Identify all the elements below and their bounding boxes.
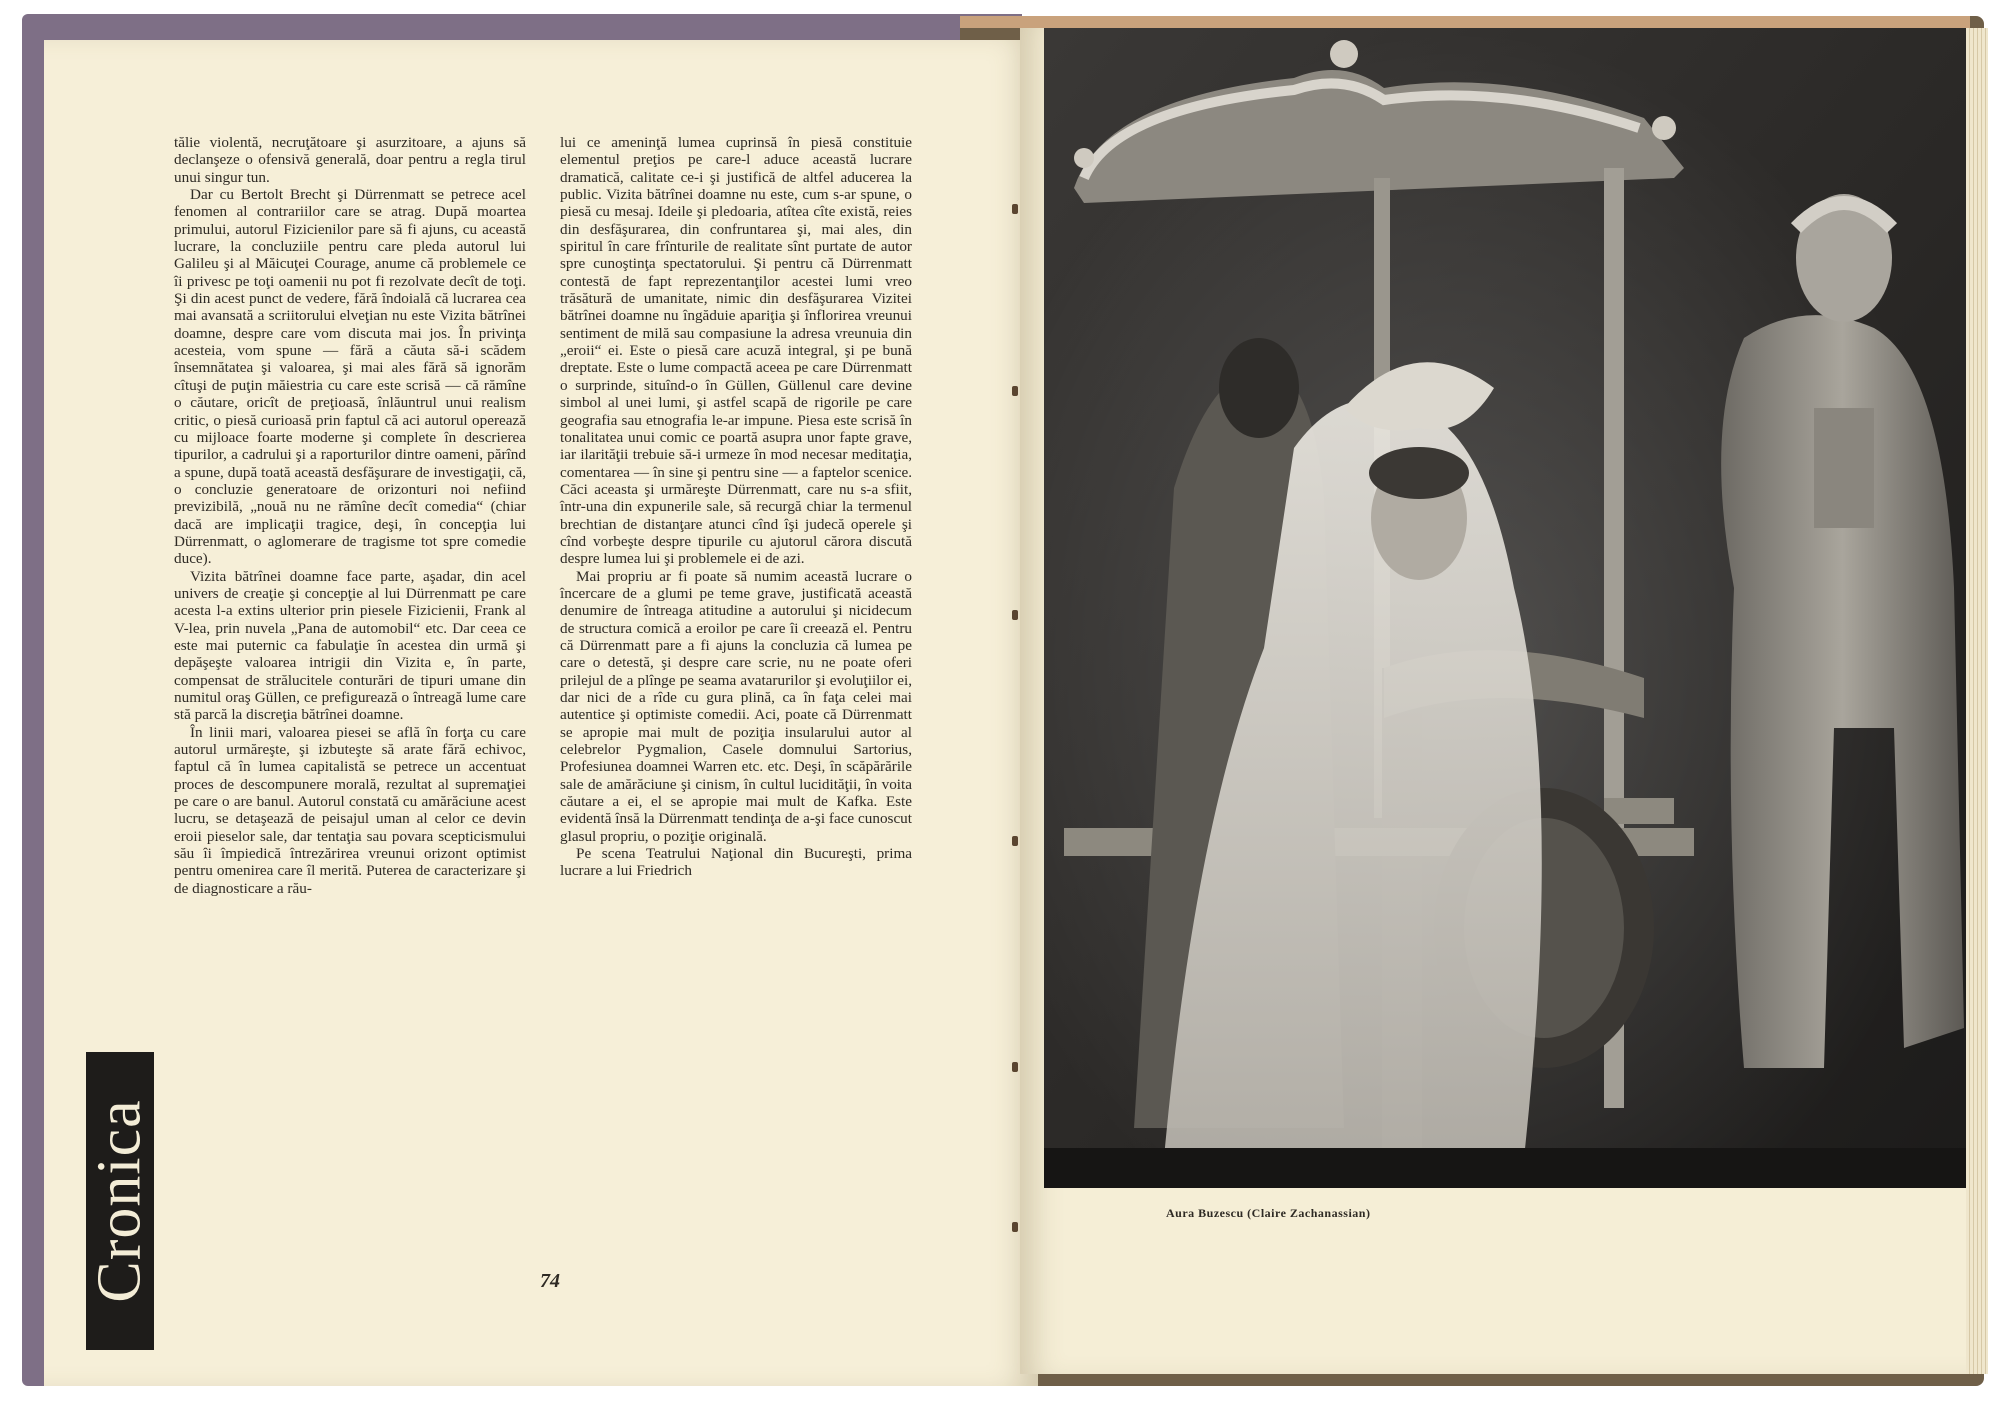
binding-stitch — [1012, 386, 1018, 396]
photo-illustration — [1044, 28, 1966, 1188]
paragraph: Vizita bătrînei doamne face parte, aşadar, din acel univers de creaţie şi concepţie al lui Dürrenmatt pe care acesta l-a extins ulterior prin piesele Fizicienii, Frank al V-lea, prin nuvela „Pana de automobil“ etc. Dar ceea ce este mai puternic ca fabulaţie în acestea din urmă şi depăşeşte valoarea intrigii din Vizita e, în parte, compensat de strălucitele conturări de tipuri umane din numitul oraş Güllen, ce prefigurează o întreagă lume care stă parcă la discreţia bătrînei doamne. — [174, 567, 526, 724]
binding-stitch — [1012, 1222, 1018, 1232]
binding-stitch — [1012, 204, 1018, 214]
binding-stitch — [1012, 836, 1018, 846]
binding-stitch — [1012, 610, 1018, 620]
section-title: Cronica — [86, 1099, 154, 1303]
page-number: 74 — [540, 1270, 560, 1292]
binding-stitch — [1012, 1062, 1018, 1072]
photo-caption: Aura Buzescu (Claire Zachanassian) — [1166, 1206, 1371, 1220]
paragraph: În linii mari, valoarea piesei se află în forţa cu care autorul urmăreşte, şi izbuteşte să arate fără echivoc, faptul că în lumea capitalistă se petrece un accentuat proces de descompunere morală, rezultat al supremaţiei pe care o are banul. Autorul constată cu amărăciune acest lucru, se detaşează de peisajul uman al celor ce devin eroii pieselor sale, dar tentaţia sau povara scepticismului său îi împiedică întrezărirea vreunui orizont optimist pentru omenirea care îl merită. Puterea de caracterizare şi de diagnosticare a rău- — [174, 723, 526, 897]
paragraph: Mai propriu ar fi poate să numim această lucrare o încercare de a glumi pe teme grave, justificată această denumire de întreaga atitudine a autorului şi nicidecum de structura comică a eroilor pe care îi creează el. Pentru că Dürrenmatt pare a fi ajuns la concluzia că lumea pe care o detestă, şi despre care scrie, nu ne poate oferi prilejul de a plînge pe seama avatarurilor şi evoluţiilor ei, dar nici de a rîde cu gura plină, ca în faţa celei mai autentice şi optimiste comedii. Aci, poate că Dürrenmatt se apropie mai mult de poziţia insularului autor al celebrelor Pygmalion, Casele domnului Sartorius, Profesiunea doamnei Warren etc. etc. Deşi, în scăpărările sale de amărăciune şi cinism, în cultul lucidităţii, în voita căutare a ei, el se apropie mai mult de Kafka. Este evidentă însă la Dürrenmatt tendinţa de a-şi face cunoscut glasul propriu, o poziţie originală. — [560, 567, 912, 845]
paragraph: tălie violentă, necruţătoare şi asurzitoare, a ajuns să declanşeze o ofensivă generală, doar pentru a regla tirul unui singur tun. — [174, 134, 526, 186]
paragraph: Pe scena Teatrului Naţional din Bucureşti, prima lucrare a lui Friedrich — [560, 845, 912, 880]
article-column-1 — [174, 134, 526, 897]
paragraph: lui ce ameninţă lumea cuprinsă în piesă constituie elementul preţios pe care-l aduce această lucrare dramatică, calitate ce-i şi justifică de altfel aducerea la public. Vizita bătrînei doamne nu este, cum s-ar spune, o piesă cu mesaj. Ideile şi pledoaria, atîtea cîte există, reies din desfăşurarea, din confruntarea şi, mai ales, din spiritul în care frînturile de realitate sînt purtate de autor spre cunoştinţa spectatorului. Şi pentru că Dürrenmatt contestă de fapt reprezentanţilor acestei lumi vreo trăsătură de umanitate, nimic din desfăşurarea Vizitei bătrînei doamne nu îngăduie apariţia şi înflorirea vreunui sentiment de milă sau compasiune la adresa vreunuia din „eroii“ ei. Este o piesă care acuză integral, şi pe bună dreptate. Este o lume compactă aceea pe care Dürrenmatt o surprinde, situînd-o în Güllen, Güllenul care devine simbol al unei lumi, şi astfel scapă de rigorile pe care geografia sau etnografia le-ar impune. Piesa este scrisă în tonalitatea unui comic ce poartă asupra unor fapte grave, iar ilarităţii trebuie să-i urmeze în mod necesar meditaţia, comentarea — în sine şi pentru sine — a faptelor scenice. Căci aceasta şi urmăreşte Dürrenmatt, care nu s-a sfiit, într-una din expunerile sale, să recurgă chiar la termenul brechtian de distanţare atunci cînd îşi judecă operele şi cînd vorbeşte despre tipurile cu ajutorul cărora discută despre lumea lui şi problemele ei de azi. — [560, 134, 912, 568]
article-column-2 — [560, 134, 912, 880]
page-edge-top — [960, 16, 1970, 28]
paragraph: Dar cu Bertolt Brecht şi Dürrenmatt se petrece acel fenomen al contrariilor care se atrag. După moartea primului, autorul Fizicienilor pare să fi ajuns, cu această lucrare, la concluziile pentru care pleda autorul lui Galileu şi al Măicuţei Courage, anume că problemele ce îi privesc pe toţi oamenii nu pot fi rezolvate decît de toţi. Şi din acest punct de vedere, fără îndoială că lucrarea cea mai avansată a scriitorului elveţian nu este Vizita bătrînei doamne, despre care vom discuta mai jos. În privinţa acesteia, vom spune — fără a căuta să-i scădem însemnătatea şi valoarea, şi mai ales fără să ignorăm cîtuşi de puţin măiestria cu care este scrisă — că rămîne o căutare, oricît de preţioasă, înlăuntrul unui realism critic, o piesă curioasă prin faptul că aci autorul operează cu mijloace foarte moderne şi complete în descrierea tipurilor, a cadrului şi a raporturilor dintre oameni, părînd a spune, după toată această desfăşurare de investigaţii, că, o concluzie generatoare de orizonturi noi nefiind previzibilă, „nouă nu ne rămîne decît comedia“ (chiar dacă are implicaţii tragice, deşi, în concepţia lui Dürrenmatt, o aglomerare de tragisme tot spre comedie duce). — [174, 186, 526, 568]
page-block-edge — [1966, 28, 1988, 1374]
section-tab — [86, 1052, 154, 1350]
stage-photo — [1044, 28, 1966, 1188]
